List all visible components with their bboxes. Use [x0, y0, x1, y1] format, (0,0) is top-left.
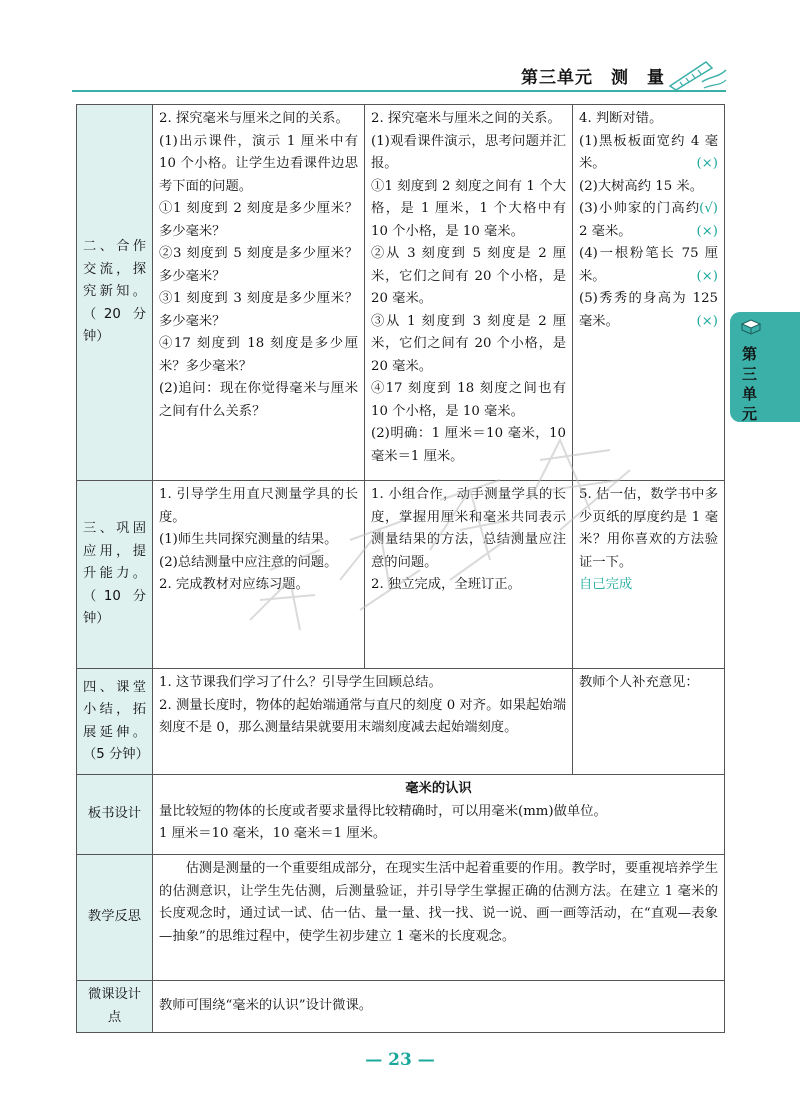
exercise-item — [579, 243, 718, 288]
micro-text: 教师可围绕“毫米的认识”设计微课。 — [159, 998, 373, 1014]
page-number: — 23 — — [365, 1050, 435, 1070]
text-line: 1. 小组合作，动手测量学具的长度，掌握用厘米和毫米共同表示测量结果的方法，总结测量应注意的问题。 — [371, 487, 566, 570]
text-line: ①1 刻度到 2 刻度之间有 1 个大格，是 1 厘米，1 个大格中有 10 个小格，是 10 毫米。 — [371, 178, 566, 239]
text-line: (1)观看课件演示，思考问题并汇报。 — [371, 133, 566, 171]
text-line: ③1 刻度到 3 刻度是多少厘米？多少毫米？ — [159, 291, 358, 329]
row-consolidation — [77, 481, 725, 669]
text-line: 2. 独立完成，全班订正。 — [371, 577, 521, 592]
unit-side-tab — [730, 312, 800, 422]
answer-mark: (×) — [696, 223, 718, 239]
teacher-note — [573, 669, 725, 775]
summary-content — [153, 669, 573, 775]
item-text: (4)一根粉笔长 75 厘米。 — [579, 246, 718, 284]
text-line: ②3 刻度到 5 刻度是多少厘米？多少毫米？ — [159, 246, 358, 284]
text-line: 1. 引导学生用直尺测量学具的长度。 — [159, 487, 358, 525]
answer-mark: (√) — [699, 201, 718, 216]
note-label: 教师个人补充意见： — [579, 675, 699, 690]
student-activity — [365, 105, 573, 481]
row-label: 四、课堂小结，拓展延伸。（5 分钟） — [77, 669, 153, 775]
book-icon — [740, 318, 762, 338]
side-tab-label: 第三单元 — [742, 345, 758, 423]
text-line: ②从 3 刻度到 5 刻度是 2 厘米，它们之间有 20 个小格，是 20 毫米。 — [371, 246, 566, 306]
exercise — [573, 105, 725, 481]
exercise — [573, 481, 725, 669]
text-line: (2)总结测量中应注意的问题。 — [159, 554, 338, 570]
answer-mark: (×) — [696, 268, 718, 284]
text-line: 2. 探究毫米与厘米之间的关系。 — [371, 111, 561, 126]
exercise-title: 4. 判断对错。 — [579, 111, 663, 126]
text-line: (1)师生共同探究测量的结果。 — [159, 532, 338, 547]
text-line: (2)明确：1 厘米＝10 毫米，10 毫米＝1 厘米。 — [371, 426, 566, 464]
text-line: 2. 完成教材对应练习题。 — [159, 577, 309, 592]
reflection-content — [153, 855, 725, 981]
item-text: (3)小帅家的门高约 2 毫米。 — [579, 201, 700, 239]
teacher-activity — [153, 481, 365, 669]
text-line: 量比较短的物体的长度或者要求量得比较精确时，可以用毫米(mm)做单位。 — [159, 803, 607, 819]
board-title: 毫米的认识 — [405, 781, 472, 796]
text-line: (2)追问：现在你觉得毫米与厘米之间有什么关系？ — [159, 381, 358, 419]
header-divider — [72, 90, 726, 92]
text-line: ④17 刻度到 18 刻度是多少厘米？多少毫米？ — [159, 336, 358, 374]
exercise-item: 5. 估一估，数学书中多少页纸的厚度约是 1 毫米？用你喜欢的方法验证一下。 — [579, 487, 718, 570]
text-line: 2. 测量长度时，物体的起始端通常与直尺的刻度 0 对齐。如果起始端刻度不是 0，那么测量结果就要用末端刻度减去起始端刻度。 — [159, 697, 566, 735]
text-line: (1)出示课件，演示 1 厘米中有 10 个小格。让学生边看课件边思考下面的问题。 — [159, 133, 358, 194]
exercise-item — [579, 131, 718, 176]
exercise-item — [579, 176, 718, 216]
board-content — [153, 775, 725, 855]
text-line: ①1 刻度到 2 刻度是多少厘米？多少毫米？ — [159, 201, 358, 239]
row-label: 三、巩固应用，提升能力。（10 分钟） — [77, 481, 153, 669]
ruler-pencil-icon — [666, 56, 728, 92]
page-header — [0, 0, 800, 100]
text-line: ④17 刻度到 18 刻度之间也有 10 个小格，是 10 毫米。 — [371, 381, 566, 419]
exercise-item — [579, 198, 718, 243]
item-text: (2)大树高约 15 米。 — [579, 178, 703, 194]
exercise-answer: 自己完成 — [579, 577, 633, 592]
row-board-design — [77, 775, 725, 855]
row-micro-lesson — [77, 981, 725, 1033]
unit-title: 第三单元 测 量 — [521, 68, 665, 88]
row-summary — [77, 669, 725, 775]
item-text: (1)黑板板面宽约 4 毫米。 — [579, 133, 718, 171]
text-line: 1 厘米＝10 毫米，10 毫米＝1 厘米。 — [159, 826, 387, 841]
exercise-item — [579, 288, 718, 333]
row-cooperation — [77, 105, 725, 481]
teacher-activity — [153, 105, 365, 481]
text-line: 2. 探究毫米与厘米之间的关系。 — [159, 111, 349, 126]
lesson-plan-table — [76, 104, 725, 1033]
row-label: 二、合作交流，探究新知。（20 分钟） — [77, 105, 153, 481]
text-line: ③从 1 刻度到 3 刻度是 2 厘米，它们之间有 20 个小格，是 20 毫米。 — [371, 313, 566, 374]
item-text: (5)秀秀的身高为 125 毫米。 — [579, 291, 718, 329]
row-label: 板书设计 — [77, 775, 153, 855]
row-label: 微课设计点 — [77, 981, 153, 1033]
row-reflection — [77, 855, 725, 981]
row-label: 教学反思 — [77, 855, 153, 981]
micro-content — [153, 981, 725, 1033]
answer-mark: (×) — [696, 313, 718, 329]
reflection-text: 估测是测量的一个重要组成部分，在现实生活中起着重要的作用。教学时，要重视培养学生的估测意识，让学生先估测，后测量验证，并引导学生掌握正确的估测方法。在建立 1 毫米的长度观念时，通过试一试、估一估、量一量、找一找、说一说、画一画等活动，在“直观—表象—抽象”的思维过程中，使学生初步建立 1 毫米的长度观念。 — [159, 861, 718, 944]
student-activity — [365, 481, 573, 669]
answer-mark: (×) — [696, 156, 718, 171]
text-line: 1. 这节课我们学习了什么？引导学生回顾总结。 — [159, 675, 442, 690]
